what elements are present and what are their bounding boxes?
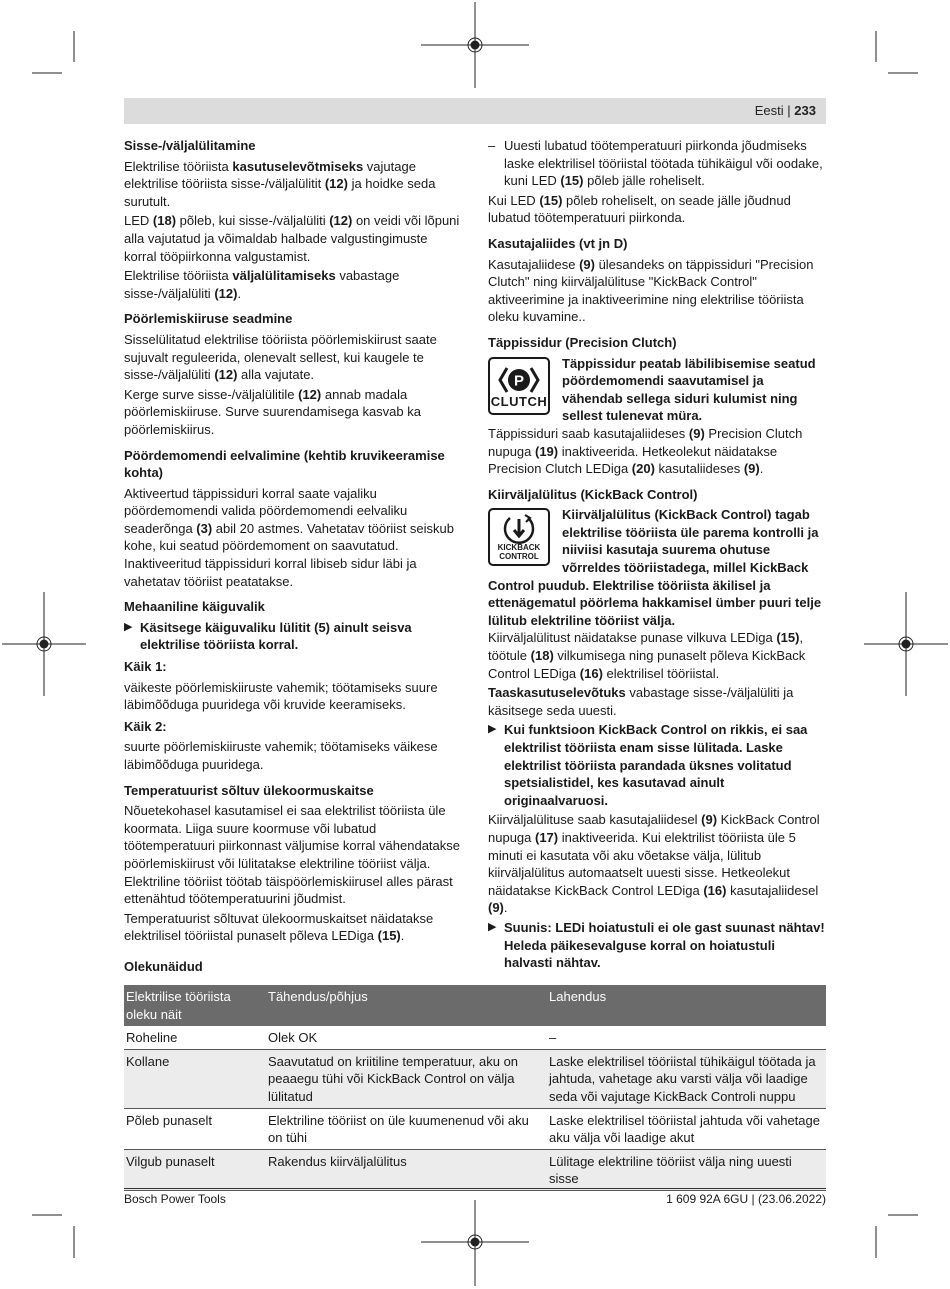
torque-heading: Pöördemomendi eelvalimine (kehtib kruvikeeramise kohta) — [124, 447, 445, 481]
overload-heading: Temperatuurist sõltuv ülekoormuskaitse — [124, 782, 374, 798]
status-table-header: Tähendus/põhjus — [266, 985, 547, 1026]
kickback-paragraph-1: Kiirväljalülitust näidatakse punase vilkuva LEDiga (15), töötule (18) vilkumisega ning punaselt põleva KickBack Control LEDiga (16) elektrilisel tööriistal. — [488, 630, 806, 681]
ui-heading: Kasutajaliides (vt jn D) — [488, 235, 628, 251]
bullet-arrow-icon: ▶ — [488, 723, 497, 736]
status-table-header: Lahendus — [547, 985, 826, 1026]
table-cell: Laske elektrilisel tööriistal jahtuda või vahetage aku välja või laadige akut — [547, 1108, 826, 1149]
speed-paragraph-1: Sisselülitatud elektrilise tööriista pöörlemiskiirust saate sujuvalt reguleerida, olenevalt sellest, kui kaugele te sisse-/väljalüliti (12) alla vajutate. — [124, 331, 437, 383]
kickback-paragraph-3: Kiirväljalülituse saab kasutajaliidesel (9) KickBack Control nupuga (17) inaktiveerida. Kui elektrilist tööriista üle 5 minuti ei kasutata või aku võetakse välja, lülitub kiirväljalülitus automaatselt uuesti sisse. Hetkeolekut näidatakse KickBack Control LEDiga (16) kasutajaliidesel (9). — [488, 812, 820, 916]
table-row — [124, 1149, 826, 1190]
precision-clutch-block — [488, 355, 826, 425]
status-table-header: Elektrilise tööriista oleku näit — [124, 985, 266, 1026]
kickback-block — [488, 506, 826, 629]
kickback-paragraph-2: Taaskasutuselevõtuks vabastage sisse-/väljalüliti ja käsitsege seda uuesti. — [488, 685, 794, 718]
table-row — [124, 1108, 826, 1149]
registration-mark-left-icon — [31, 631, 57, 657]
footer-doc-id: 1 609 92A 6GU | (23.06.2022) — [666, 1192, 826, 1206]
switch-paragraph-1: Elektrilise tööriista kasutuselevõtmiseks vajutage elektrilise tööriista sisse-/väljalülitit (12) ja hoidke seda surutult. — [124, 158, 436, 209]
speed-paragraph-2: Kerge surve sisse-/väljalülitile (12) annab madala pöörlemiskiiruse. Surve suurendamisega kasvab ka pöörlemiskiirus. — [124, 386, 421, 437]
gear-heading: Mehaaniline käiguvalik — [124, 599, 265, 615]
table-cell: Elektriline tööriist on üle kuumenenud või aku on tühi — [266, 1108, 547, 1149]
kickback-control-icon — [488, 508, 550, 566]
switch-paragraph-2: LED (18) põleb, kui sisse-/väljalüliti (12) on veidi või lõpuni alla vajutatud ja võimaldab halbade valgustingimuste korral tööpiirkonna valgustamist. — [124, 213, 460, 264]
kickback-bold-text: Kiirväljalülitus (KickBack Control) tagab elektrilise tööriista üle parema kontrolli ja niiviisi kasutaja suurema ohutuse võrreldes tööriistadega, millel KickBack Control puudub. Elektrilise tööriista äkilisel ja ettenägematul pöörlema hakkamisel ümber puuri telje lülitub elektriline tööriist välja. — [488, 507, 822, 628]
overload-paragraph-1: Nõuetekohasel kasutamisel ei saa elektrilist tööriista üle koormata. Liiga suure koormuse või lubatud töötemperatuuri piirkonnast väljumise korral vähendatakse pöörlemiskiirust või lülitatakse elektriline tööriist välja. Elektriline tööriist töötab täispöörlemiskiirusel alles pärast ettenähtud töötemperatuurini jõudmist. — [124, 803, 461, 907]
header-separator: | — [787, 103, 791, 118]
precision-clutch-paragraph: Täppissiduri saab kasutajaliideses (9) Precision Clutch nupuga (19) inaktiveerida. Hetkeolekut näidatakse Precision Clutch LEDiga (20) kasutaliideses (9). — [488, 425, 803, 477]
table-cell: Laske elektrilisel tööriistal tühikäigul töötada ja jahtuda, vahetage aku varsti välja või laadige seda või vajutage KickBack Controli nuppu — [547, 1049, 826, 1108]
overload-paragraph-2: Temperatuurist sõltuvat ülekoormuskaitset näidatakse elektrilisel tööriistal punaselt põleva LEDiga (15). — [124, 910, 434, 944]
gear1-text: väikeste pöörlemiskiiruste vahemik; töötamiseks suure läbimõõduga puuridega või kruvide keeramiseks. — [124, 679, 438, 713]
precision-clutch-bold-text: Täppissidur peatab läbilibisemise seatud pöördemomendi saavutamisel ja vähendab sellega siduri kulumist ning sellest tulenevat müra. — [562, 355, 816, 424]
table-cell: Saavutatud on kriitiline temperatuur, aku on peaaegu tühi või KickBack Control on välja lülitatud — [266, 1049, 547, 1108]
registration-mark-top-icon — [462, 32, 488, 58]
page-header — [124, 98, 826, 124]
led-visibility-bullet: ▶ Suunis: LEDi hoiatustuli ei ole gast suunast nähtav! Heleda päikesevalguse korral on hoiatustuli halvasti nähtav. — [488, 919, 825, 971]
kickback-heading: Kiirväljalülitus (KickBack Control) — [488, 486, 698, 502]
kickback-icon-caption: KICKBACK CONTROL — [497, 543, 541, 562]
status-table — [124, 985, 826, 1191]
header-text — [755, 102, 816, 120]
left-column — [124, 137, 460, 947]
precision-clutch-heading: Täppissidur (Precision Clutch) — [488, 334, 677, 350]
table-cell: – — [547, 1026, 826, 1049]
page-number: 233 — [794, 103, 816, 118]
torque-paragraph: Aktiveertud täppissiduri korral saate vajaliku pöördemomendi valida pöördemomendi eelvaliku seaderõnga (3) abil 20 astmes. Vahetatav tööriist seiskub kohe, kui seatud pöördemoment on saavutatud. Inaktiveeritud täppissiduri korral libiseb sidur läbi ja vahetatav tööriist peatatakse. — [124, 485, 454, 589]
bullet-arrow-icon: ▶ — [124, 620, 133, 633]
clutch-icon-caption: CLUTCH — [490, 393, 548, 409]
cooldown-dash-item: – Uuesti lubatud töötemperatuuri piirkonda jõudmiseks laske elektrilisel tööriistal töötada tühikäigul või oodake, kuni LED (15) põleb jälle roheliselt. — [488, 138, 823, 189]
table-cell: Roheline — [124, 1026, 266, 1049]
gear-warning-bullet: ▶ Käsitsege käiguvaliku lülitit (5) ainult seisva elektrilise tööriista korral. — [124, 619, 412, 653]
header-language: Eesti — [754, 103, 784, 118]
status-table-header-row — [124, 985, 826, 1026]
table-row — [124, 1049, 826, 1108]
clutch-icon-letter: P — [513, 372, 525, 390]
footer-brand: Bosch Power Tools — [124, 1192, 226, 1206]
footer-divider — [124, 1188, 826, 1189]
bullet-arrow-icon: ▶ — [488, 920, 497, 933]
switch-paragraph-3: Elektrilise tööriista väljalülitamiseks vabastage sisse-/väljalüliti (12). — [124, 268, 400, 301]
table-cell: Kollane — [124, 1049, 266, 1108]
gear2-text: suurte pöörlemiskiiruste vahemik; töötamiseks väikese läbimõõduga puuridega. — [124, 739, 438, 772]
status-table-title: Olekunäidud — [124, 959, 203, 974]
switch-heading: Sisse-/väljalülitamine — [124, 138, 256, 153]
table-cell: Olek OK — [266, 1026, 547, 1049]
table-cell: Vilgub punaselt — [124, 1149, 266, 1190]
precision-clutch-icon — [488, 357, 550, 415]
registration-mark-bottom-icon — [462, 1229, 488, 1255]
table-cell: Põleb punaselt — [124, 1108, 266, 1149]
led-green-paragraph: Kui LED (15) põleb roheliselt, on seade jälle jõudnud lubatud töötemperatuuri piirkonda. — [488, 192, 791, 226]
kickback-defect-bullet: ▶ Kui funktsioon KickBack Control on rikkis, ei saa elektrilist tööriista enam sisse lülitada. Laske elektrilist tööriista parandada üksnes volitatud spetsialistidel, kes kasutavad ainult originaalvaruosi. — [488, 722, 808, 808]
ui-paragraph: Kasutajaliidese (9) ülesandeks on täppissiduri "Precision Clutch" ning kiirväljalülituse "KickBack Control" aktiveerimine ja inaktiveerimine ning elektrilise tööriista oleku kuvamine.. — [488, 256, 814, 325]
table-cell: Lülitage elektriline tööriist välja ning uuesti sisse — [547, 1149, 826, 1190]
table-cell: Rakendus kiirväljalülitus — [266, 1149, 547, 1190]
registration-mark-right-icon — [893, 631, 919, 657]
speed-heading: Pöörlemiskiiruse seadmine — [124, 311, 293, 327]
gear1-label: Käik 1: — [124, 659, 167, 675]
right-column — [488, 137, 826, 974]
table-row — [124, 1026, 826, 1049]
gear2-label: Käik 2: — [124, 718, 167, 734]
